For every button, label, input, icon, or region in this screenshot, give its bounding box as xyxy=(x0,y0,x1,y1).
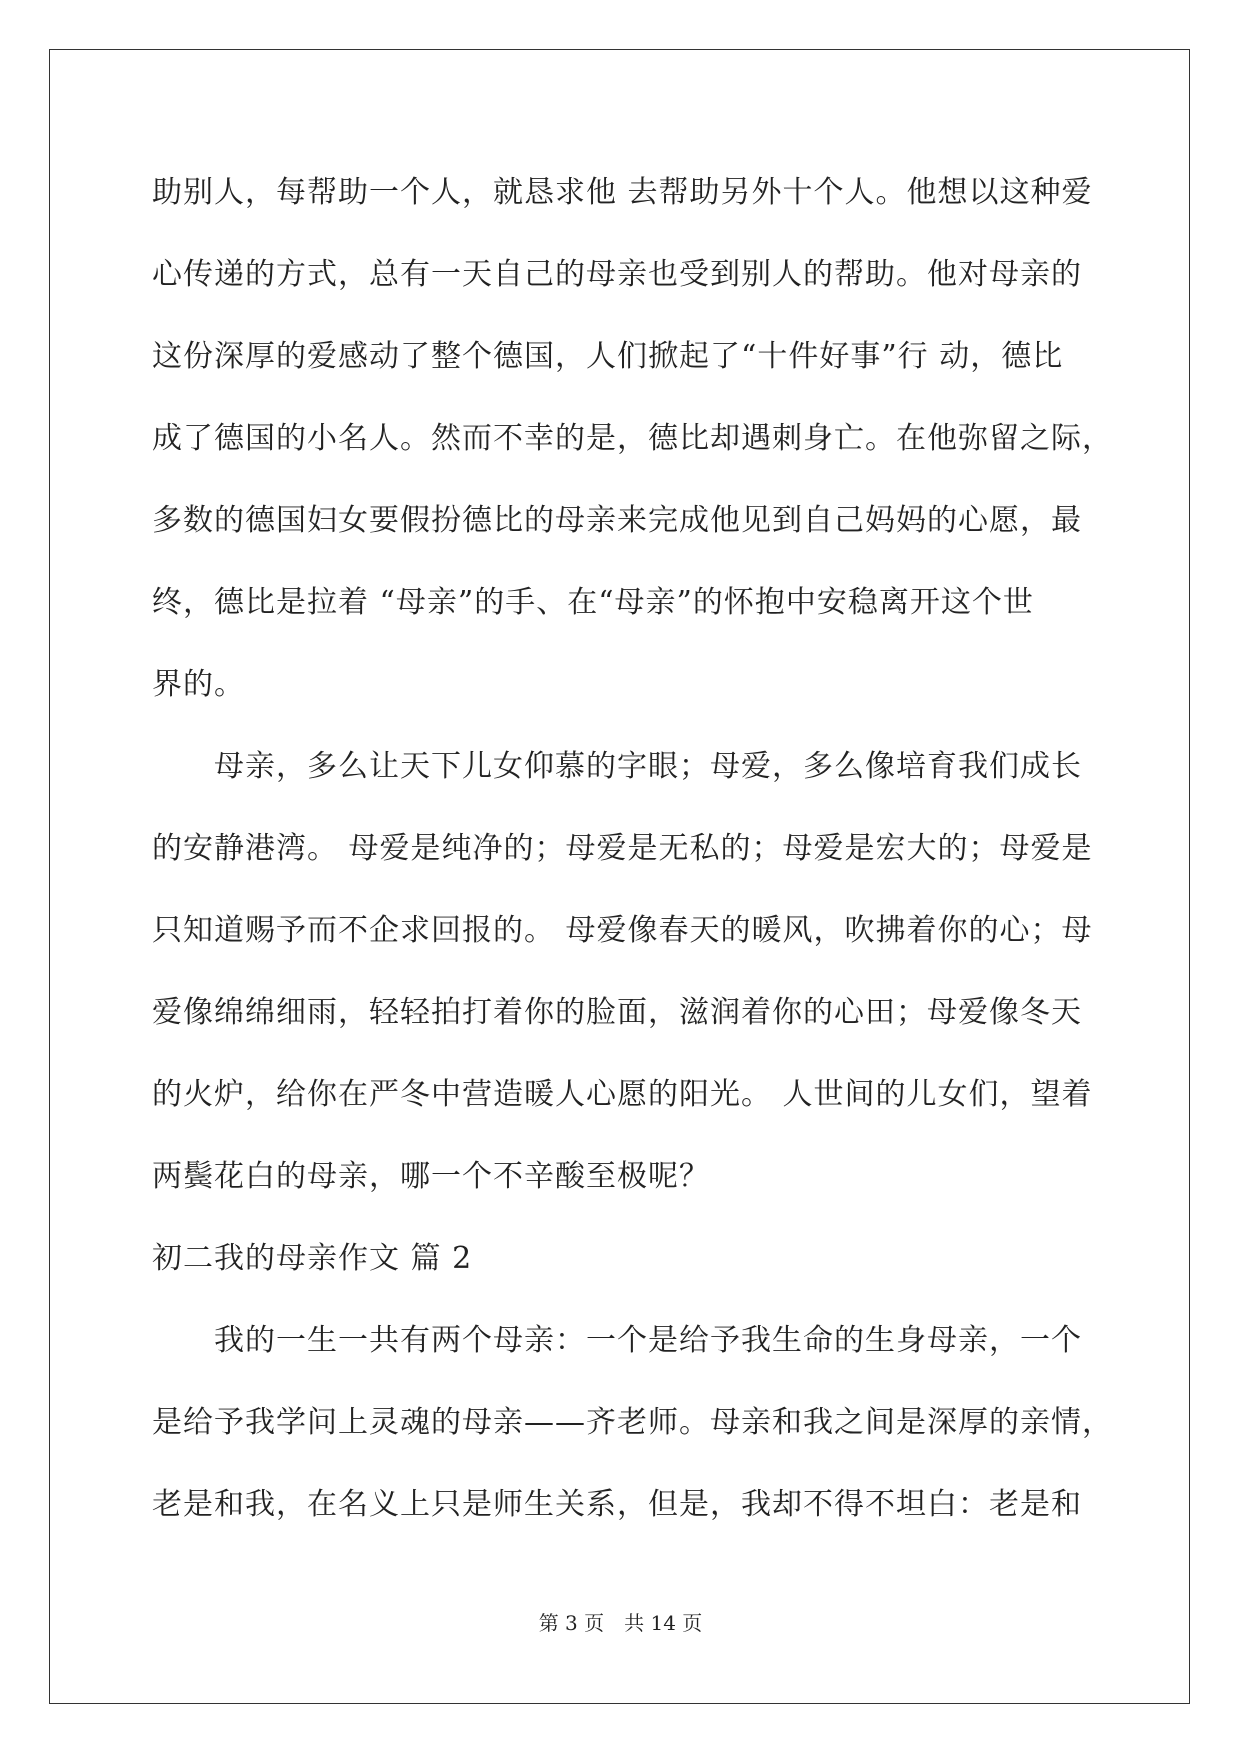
paragraph-line: 爱像绵绵细雨，轻轻拍打着你的脸面，滋润着你的心田；母爱像冬天 xyxy=(152,995,1082,1030)
paragraph-line: 我的一生一共有两个母亲：一个是给予我生命的生身母亲，一个 xyxy=(152,1323,1082,1358)
paragraph-line: 的安静港湾。 母爱是纯净的；母爱是无私的；母爱是宏大的；母爱是 xyxy=(152,831,1093,866)
section-heading: 初二我的母亲作文 篇 2 xyxy=(152,1241,473,1276)
paragraph-line: 两鬓花白的母亲，哪一个不辛酸至极呢？ xyxy=(152,1159,710,1194)
page-number-footer: 第 3 页 共 14 页 xyxy=(538,1611,703,1635)
paragraph-line: 助别人，每帮助一个人，就恳求他 去帮助另外十个人。他想以这种爱 xyxy=(152,175,1093,210)
paragraph-line: 终，德比是拉着 “母亲”的手、在“母亲”的怀抱中安稳离开这个世 xyxy=(152,585,1034,620)
paragraph-line: 成了德国的小名人。然而不幸的是，德比却遇刺身亡。在他弥留之际， xyxy=(152,421,1113,456)
paragraph-line: 母亲，多么让天下儿女仰慕的字眼；母爱，多么像培育我们成长 xyxy=(152,749,1082,784)
paragraph-line: 的火炉，给你在严冬中营造暖人心愿的阳光。 人世间的儿女们，望着 xyxy=(152,1077,1093,1112)
document-body xyxy=(152,152,1113,1546)
paragraph-line: 多数的德国妇女要假扮德比的母亲来完成他见到自己妈妈的心愿，最 xyxy=(152,503,1082,538)
paragraph-line: 是给予我学问上灵魂的母亲——齐老师。母亲和我之间是深厚的亲情， xyxy=(152,1405,1113,1440)
paragraph-line: 这份深厚的爱感动了整个德国，人们掀起了“十件好事”行 动，德比 xyxy=(152,339,1064,374)
paragraph-line: 老是和我，在名义上只是师生关系，但是，我却不得不坦白：老是和 xyxy=(152,1487,1082,1522)
paragraph-line: 心传递的方式，总有一天自己的母亲也受到别人的帮助。他对母亲的 xyxy=(152,257,1082,292)
paragraph-line: 只知道赐予而不企求回报的。 母爱像春天的暖风，吹拂着你的心；母 xyxy=(152,913,1093,948)
paragraph-line: 界的。 xyxy=(152,667,245,702)
